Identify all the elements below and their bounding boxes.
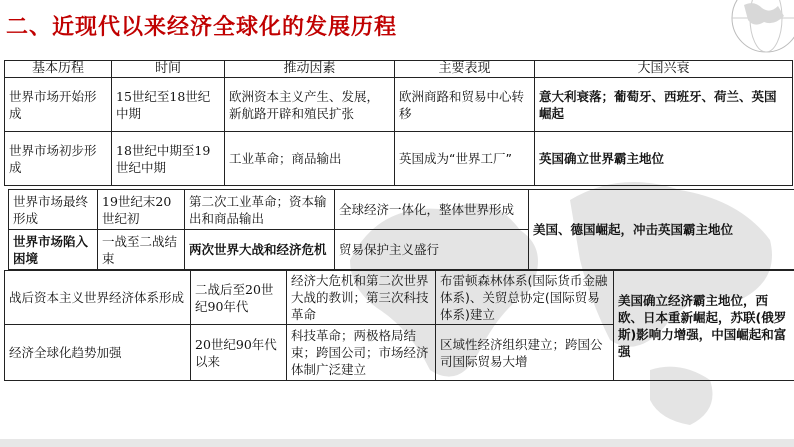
table-row [5, 78, 793, 132]
header-stage: 基本历程 [5, 61, 112, 78]
header-manifestation: 主要表现 [395, 61, 535, 78]
cell-drivers: 两次世界大战和经济危机 [185, 230, 335, 270]
history-table-part-3 [4, 270, 794, 381]
cell-stage: 世界市场最终形成 [9, 190, 98, 230]
cell-powers: 意大利衰落；葡萄牙、西班牙、荷兰、英国崛起 [535, 78, 793, 132]
cell-time: 一战至二战结束 [98, 230, 185, 270]
cell-drivers: 科技革命；两极格局结束；跨国公司；市场经济体制广泛建立 [287, 325, 436, 381]
page-title: 二、近现代以来经济全球化的发展历程 [6, 15, 398, 40]
table-row [9, 190, 794, 230]
globe-icon [704, 0, 794, 60]
cell-time: 二战后至20世纪90年代 [191, 271, 287, 325]
cell-manifestation: 全球经济一体化，整体世界形成 [335, 190, 529, 230]
cell-drivers: 工业革命；商品输出 [225, 132, 395, 186]
cell-time: 15世纪至18世纪中期 [112, 78, 225, 132]
cell-drivers: 欧洲资本主义产生、发展，新航路开辟和殖民扩张 [225, 78, 395, 132]
cell-manifestation: 布雷顿森林体系(国际货币金融体系)、关贸总协定(国际贸易体系)建立 [436, 271, 614, 325]
cell-manifestation: 贸易保护主义盛行 [335, 230, 529, 270]
cell-time: 20世纪90年代以来 [191, 325, 287, 381]
header-powers: 大国兴衰 [535, 61, 793, 78]
cell-powers: 美国、德国崛起，冲击英国霸主地位 [529, 190, 794, 270]
header-time: 时间 [112, 61, 225, 78]
cell-stage: 战后资本主义世界经济体系形成 [5, 271, 191, 325]
header-drivers: 推动因素 [225, 61, 395, 78]
history-table-part-2 [8, 189, 794, 270]
cell-drivers: 经济大危机和第二次世界大战的教训；第三次科技革命 [287, 271, 436, 325]
table-row [5, 132, 793, 186]
bottom-bar [0, 439, 794, 447]
cell-stage: 经济全球化趋势加强 [5, 325, 191, 381]
cell-powers: 美国确立经济霸主地位，西欧、日本重新崛起，苏联(俄罗斯)影响力增强，中国崛起和富强 [614, 271, 794, 381]
cell-time: 19世纪末20世纪初 [98, 190, 185, 230]
table-row [5, 271, 794, 325]
cell-manifestation: 欧洲商路和贸易中心转移 [395, 78, 535, 132]
cell-manifestation: 区域性经济组织建立；跨国公司国际贸易大增 [436, 325, 614, 381]
cell-drivers: 第二次工业革命；资本输出和商品输出 [185, 190, 335, 230]
cell-powers: 英国确立世界霸主地位 [535, 132, 793, 186]
cell-stage: 世界市场陷入困境 [9, 230, 98, 270]
cell-stage: 世界市场开始形成 [5, 78, 112, 132]
history-table-part-1 [4, 60, 793, 186]
cell-time: 18世纪中期至19世纪中期 [112, 132, 225, 186]
cell-manifestation: 英国成为“世界工厂” [395, 132, 535, 186]
cell-stage: 世界市场初步形成 [5, 132, 112, 186]
